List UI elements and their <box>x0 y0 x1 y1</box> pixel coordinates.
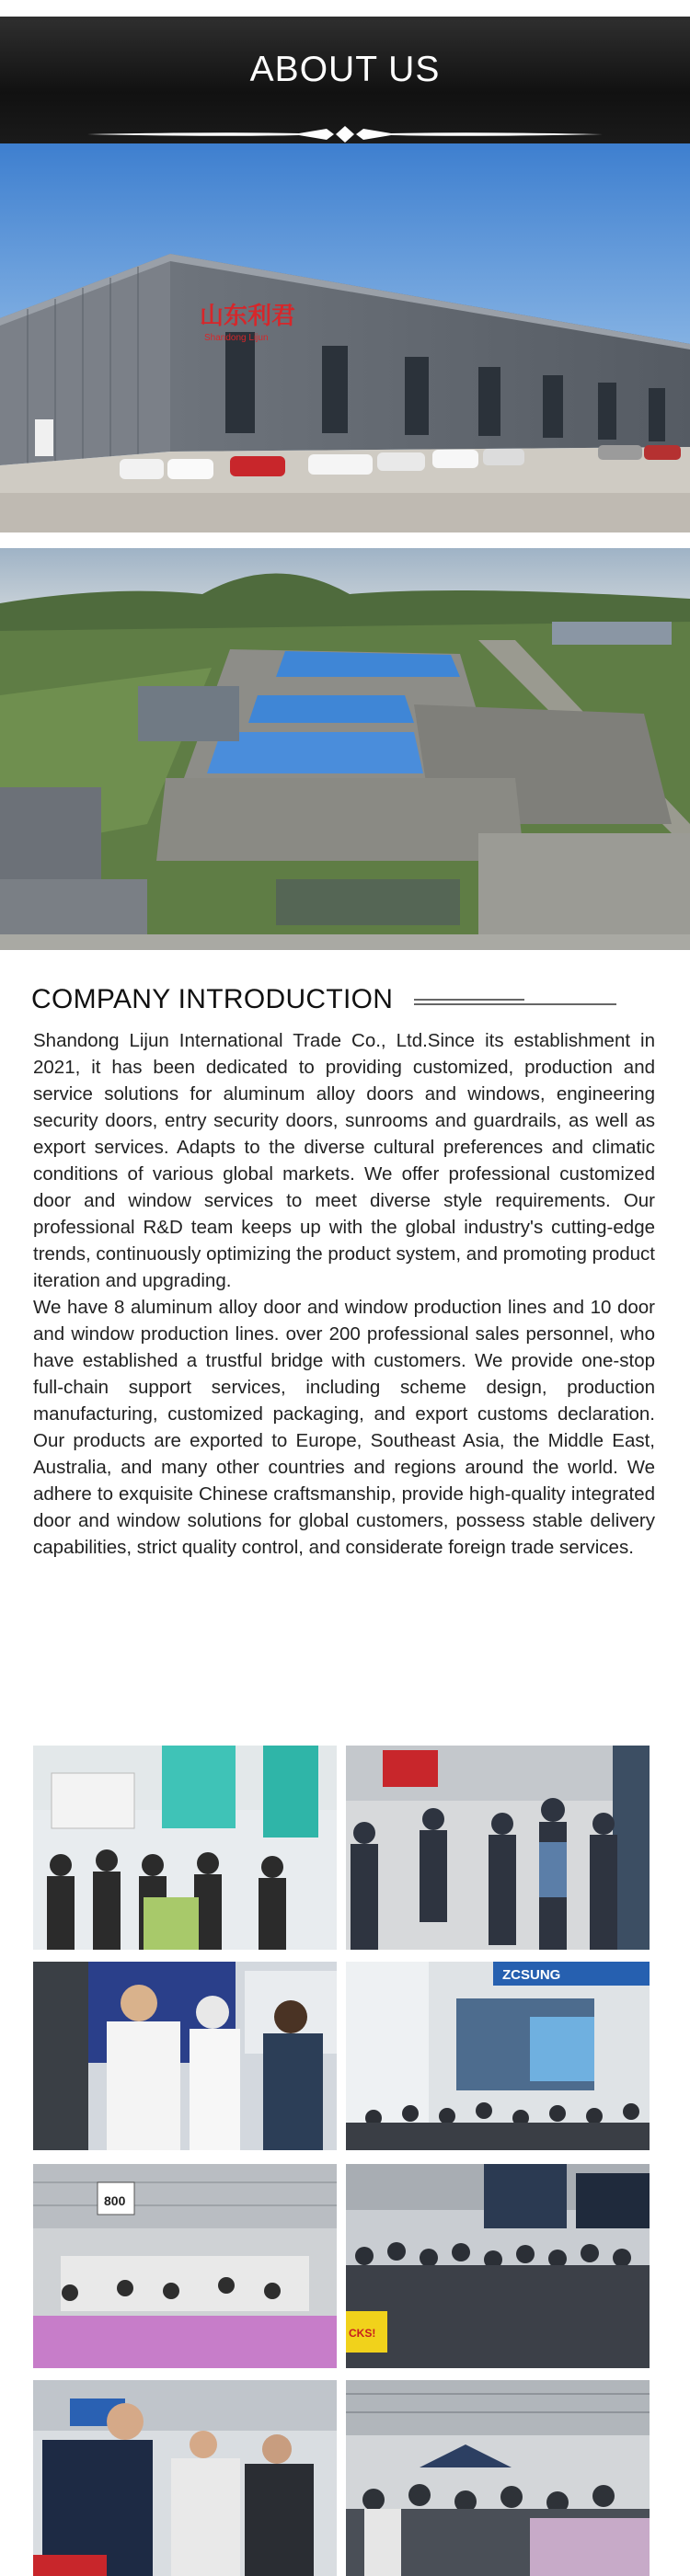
booth-sign-800: 800 <box>104 2193 126 2208</box>
exhibition-photo-1 <box>33 1746 337 1950</box>
exhibition-photo-6 <box>346 2164 650 2368</box>
exhibition-photo-4 <box>346 1962 650 2166</box>
intro-paragraph-2: We have 8 aluminum alloy door and window production lines and 10 door and window production lines. over 200 professional sales personnel, who have established a trustful bridge with customers. We provide one-stop full-chain support services, including scheme design, production manufacturing, customized packaging, and export customs declaration. Our products are exported to Europe, Southeast Asia, the Middle East, Australia, and many other countries and regions around the world. We adhere to exquisite Chinese craftsmanship, provide high-quality integrated door and window solutions for global customers, possess stable delivery capabilities, strict quality control, and considerate foreign trade services. <box>33 1297 655 1558</box>
company-introduction-text <box>33 1027 655 1561</box>
booth-sign-zcsung: ZCSUNG <box>502 1967 561 1983</box>
exhibition-photo-8 <box>346 2380 650 2576</box>
company-introduction-title: COMPANY INTRODUCTION <box>31 984 394 1014</box>
booth-sign-cks: CKS! <box>349 2327 376 2340</box>
factory-sign-subtext: Shandong Lijun <box>204 333 269 343</box>
intro-paragraph-1: Shandong Lijun International Trade Co., Ltd.Since its establishment in 2021, it has been dedicated to providing customized, production and service solutions for aluminum alloy doors and windows, engineering security doors, entry security doors, sunrooms and guardrails, as well as export services. Adapts to the diverse cultural preferences and climatic conditions of various global markets. We offer professional customized door and window services to meet diverse style requirements. Our professional R&D team keeps up with the global industry's cutting-edge trends, continuously optimizing the product system, and promoting product iteration and upgrading. <box>33 1030 655 1291</box>
title-underline-icon <box>414 996 616 1011</box>
exhibition-photo-7 <box>33 2380 337 2576</box>
page-title: ABOUT US <box>249 50 441 89</box>
exhibition-photo-3 <box>33 1962 337 2166</box>
factory-front-photo <box>0 143 690 532</box>
exhibition-photo-2 <box>346 1746 650 1950</box>
exhibition-photo-5 <box>33 2164 337 2368</box>
factory-aerial-photo <box>0 548 690 950</box>
about-us-header <box>0 17 690 143</box>
factory-sign-text: 山东利君 <box>200 303 296 330</box>
